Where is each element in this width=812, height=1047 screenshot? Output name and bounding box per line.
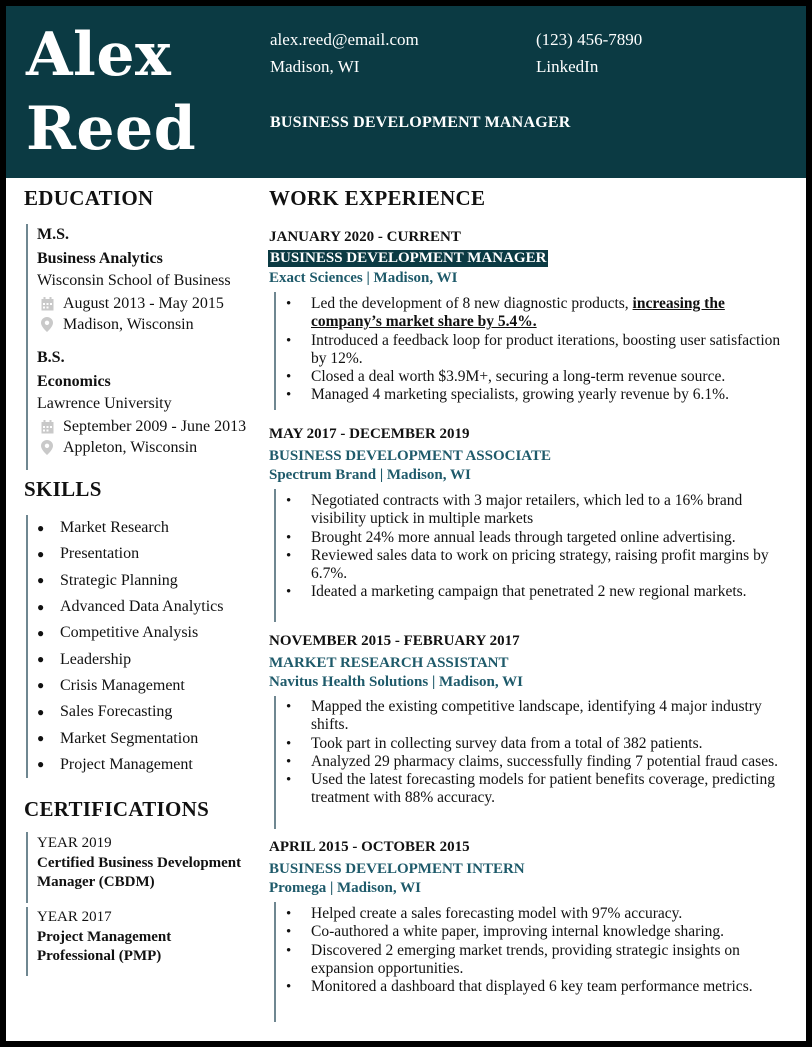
job-dates: APRIL 2015 - OCTOBER 2015 xyxy=(269,839,470,855)
list-item xyxy=(286,295,796,332)
bullet-icon: ● xyxy=(37,546,45,561)
list-item xyxy=(37,541,224,567)
list-item: • Brought 24% more annual leads through targeted online advertising. xyxy=(286,529,796,547)
skill-label: Market Research xyxy=(60,519,169,537)
bullet-icon: ● xyxy=(37,757,45,772)
bullet-icon: ● xyxy=(37,652,45,667)
cert-year: YEAR 2019 xyxy=(37,835,112,851)
cert-name: Certified Business Development Manager (CBDM) xyxy=(37,855,242,890)
job-dates: JANUARY 2020 - CURRENT xyxy=(269,229,461,245)
skill-label: Sales Forecasting xyxy=(60,703,173,721)
job-bullets xyxy=(286,492,796,602)
education-rule xyxy=(26,224,28,470)
education-entry xyxy=(37,226,231,335)
list-item xyxy=(37,646,224,672)
job-title: BUSINESS DEVELOPMENT ASSOCIATE xyxy=(269,448,552,464)
education-heading: EDUCATION xyxy=(24,186,154,210)
dates-row xyxy=(37,293,231,314)
calendar-icon xyxy=(37,420,63,434)
bullet-icon: ● xyxy=(37,599,45,614)
job-rule xyxy=(274,696,276,829)
certification-entry xyxy=(37,909,237,966)
job-dates: NOVEMBER 2015 - FEBRUARY 2017 xyxy=(269,633,520,649)
skills-list xyxy=(37,515,224,778)
job-title: BUSINESS DEVELOPMENT INTERN xyxy=(269,861,525,877)
list-item xyxy=(37,568,224,594)
place: Madison, Wisconsin xyxy=(63,315,194,333)
list-item xyxy=(37,752,224,778)
skill-label: Strategic Planning xyxy=(60,571,178,589)
skill-label: Leadership xyxy=(60,650,132,668)
bullet-icon: ● xyxy=(37,731,45,746)
cert-rule xyxy=(26,907,28,976)
skill-label: Advanced Data Analytics xyxy=(60,598,224,616)
job-bullets xyxy=(286,905,796,996)
map-pin-icon xyxy=(37,440,63,455)
header-job-title: BUSINESS DEVELOPMENT MANAGER xyxy=(270,114,571,131)
skills-heading: SKILLS xyxy=(24,477,102,501)
skills-rule xyxy=(26,515,28,778)
list-item: • Reviewed sales data to work on pricing strategy, raising profit margins by 6.7%. xyxy=(286,547,796,584)
job-rule xyxy=(274,489,276,622)
job-company: Promega | Madison, WI xyxy=(269,880,421,896)
list-item xyxy=(37,673,224,699)
field-of-study: Economics xyxy=(37,373,111,390)
skill-label: Presentation xyxy=(60,545,140,563)
bullet-icon: ● xyxy=(37,678,45,693)
list-item: • Discovered 2 emerging market trends, providing strategic insights on expansion opportunities. xyxy=(286,942,796,979)
degree: M.S. xyxy=(37,226,69,243)
job-rule xyxy=(274,292,276,410)
list-item: • Took part in collecting survey data from a total of 382 patients. xyxy=(286,735,796,753)
list-item: • Managed 4 marketing specialists, growing yearly revenue by 6.1%. xyxy=(286,386,796,404)
education-entry xyxy=(37,349,246,458)
job-company: Exact Sciences | Madison, WI xyxy=(269,270,458,286)
certification-entry xyxy=(37,835,257,892)
cert-name: Project Management Professional (PMP) xyxy=(37,929,172,964)
linkedin-link[interactable]: LinkedIn xyxy=(536,57,599,76)
list-item: • Ideated a marketing campaign that penetrated 2 new regional markets. xyxy=(286,583,796,601)
list-item: • Analyzed 29 pharmacy claims, successfully finding 7 potential fraud cases. xyxy=(286,753,796,771)
cert-rule xyxy=(26,832,28,903)
calendar-icon xyxy=(37,297,63,311)
bullet-icon: ● xyxy=(37,704,45,719)
list-item: • Closed a deal worth $3.9M+, securing a long-term revenue source. xyxy=(286,368,796,386)
place-row xyxy=(37,314,231,335)
cert-year: YEAR 2017 xyxy=(37,909,112,925)
list-item: • Mapped the existing competitive landscape, identifying 4 major industry shifts. xyxy=(286,698,796,735)
field-of-study: Business Analytics xyxy=(37,250,163,267)
resume-page xyxy=(6,6,806,1041)
bullet-text: Led the development of 8 new diagnostic products, xyxy=(311,295,633,312)
location: Madison, WI xyxy=(270,57,360,76)
skill-label: Project Management xyxy=(60,755,193,773)
list-item xyxy=(37,620,224,646)
place-row xyxy=(37,437,246,458)
job-title: MARKET RESEARCH ASSISTANT xyxy=(269,655,509,671)
list-item: • Negotiated contracts with 3 major retailers, which led to a 16% brand visibility uptick in multiple markets xyxy=(286,492,796,529)
list-item xyxy=(37,515,224,541)
skill-label: Market Segmentation xyxy=(60,729,199,747)
job-company: Spectrum Brand | Madison, WI xyxy=(269,467,471,483)
bullet-icon: ● xyxy=(37,573,45,588)
header-banner xyxy=(6,6,806,178)
list-item: • Introduced a feedback loop for product iterations, boosting user satisfaction by 12%. xyxy=(286,332,796,369)
list-item: • Co-authored a white paper, improving internal knowledge sharing. xyxy=(286,923,796,941)
map-pin-icon xyxy=(37,317,63,332)
list-item xyxy=(37,725,224,751)
job-rule xyxy=(274,902,276,1022)
school: Lawrence University xyxy=(37,395,172,412)
skill-label: Competitive Analysis xyxy=(60,624,199,642)
job-dates: MAY 2017 - DECEMBER 2019 xyxy=(269,426,470,442)
school: Wisconsin School of Business xyxy=(37,272,231,289)
job-bullets xyxy=(286,295,796,405)
job-company: Navitus Health Solutions | Madison, WI xyxy=(269,674,523,690)
job-title: BUSINESS DEVELOPMENT MANAGER xyxy=(270,250,547,266)
certifications-heading: CERTIFICATIONS xyxy=(24,797,210,821)
list-item xyxy=(37,699,224,725)
degree: B.S. xyxy=(37,349,65,366)
bullet-icon: ● xyxy=(37,520,45,535)
dates-row xyxy=(37,416,246,437)
candidate-name xyxy=(26,18,196,166)
dates: September 2009 - June 2013 xyxy=(63,417,247,435)
last-name: Reed xyxy=(26,94,197,164)
place: Appleton, Wisconsin xyxy=(63,438,198,456)
work-experience-heading: WORK EXPERIENCE xyxy=(269,186,486,210)
list-item: • Used the latest forecasting models for patient benefits coverage, predicting treatment with 88% accuracy. xyxy=(286,771,796,808)
skill-label: Crisis Management xyxy=(60,676,185,694)
bullet-highlight: increasing the company’s market share by 5.4%. xyxy=(311,295,725,331)
first-name: Alex xyxy=(26,20,172,90)
bullet-icon: ● xyxy=(37,625,45,640)
email[interactable]: alex.reed@email.com xyxy=(270,30,419,49)
dates: August 2013 - May 2015 xyxy=(63,294,224,312)
list-item xyxy=(37,594,224,620)
job-bullets xyxy=(286,698,796,808)
phone: (123) 456-7890 xyxy=(536,30,643,49)
list-item: • Monitored a dashboard that displayed 6 key team performance metrics. xyxy=(286,978,796,996)
list-item: • Helped create a sales forecasting model with 97% accuracy. xyxy=(286,905,796,923)
